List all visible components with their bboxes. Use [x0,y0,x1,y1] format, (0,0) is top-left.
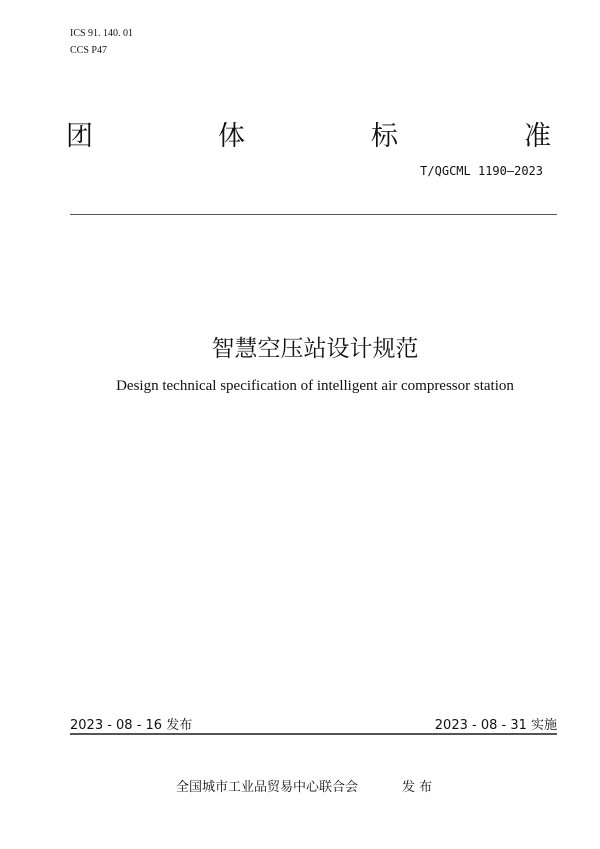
publish-date: 2023 - 08 - 16 发布 [70,718,193,733]
ccs-code: CCS P47 [70,45,107,56]
publisher: 全国城市工业品贸易中心联合会 [176,780,359,795]
standard-type-char-2: 体 [218,121,245,152]
publisher-action: 发 布 [402,780,433,795]
standard-type-char-1: 团 [66,121,93,152]
standard-type-char-3: 标 [371,121,398,152]
standard-type-char-4: 准 [524,121,551,152]
title-cn: 智慧空压站设计规范 [211,336,419,362]
title-en: Design technical specification of intelligent air compressor station [116,378,514,394]
top-divider [70,214,557,215]
implement-date: 2023 - 08 - 31 实施 [434,718,557,733]
standard-code: T/QGCML 1190—2023 [420,164,543,178]
bottom-divider [70,733,557,735]
ics-code: ICS 91. 140. 01 [70,28,134,39]
